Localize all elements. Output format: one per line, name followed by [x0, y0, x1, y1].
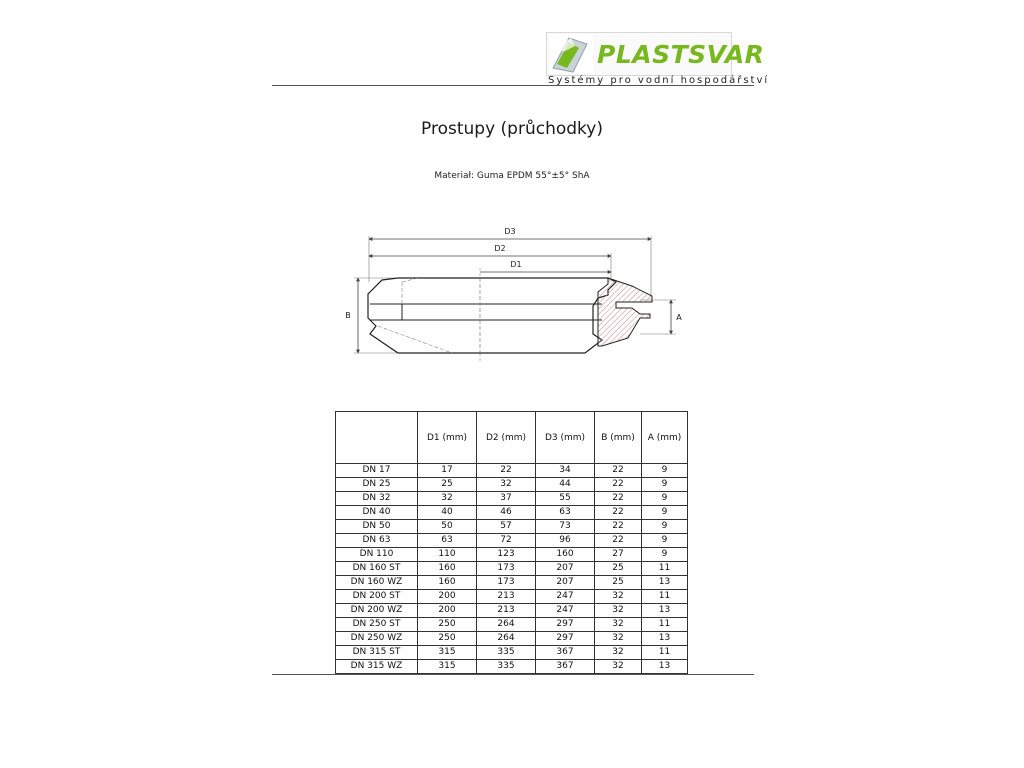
- table-row: [336, 576, 688, 590]
- value-cell: 335: [477, 660, 536, 674]
- value-cell: 72: [477, 534, 536, 548]
- value-cell: 200: [418, 604, 477, 618]
- value-cell: 22: [595, 464, 642, 478]
- header-cell: A (mm): [642, 412, 688, 464]
- value-cell: 213: [477, 590, 536, 604]
- header-cell: D2 (mm): [477, 412, 536, 464]
- value-cell: 22: [595, 520, 642, 534]
- table-row: [336, 646, 688, 660]
- value-cell: 32: [595, 604, 642, 618]
- row-label-cell: DN 25: [336, 478, 418, 492]
- row-label-cell: DN 63: [336, 534, 418, 548]
- logo-wordmark: PLASTSVAR: [597, 39, 765, 69]
- table-row: [336, 590, 688, 604]
- grommet-drawing: [340, 222, 680, 362]
- b-label: B: [345, 311, 351, 320]
- value-cell: 25: [418, 478, 477, 492]
- value-cell: 44: [536, 478, 595, 492]
- value-cell: 34: [536, 464, 595, 478]
- row-label-cell: DN 110: [336, 548, 418, 562]
- value-cell: 9: [642, 534, 688, 548]
- value-cell: 22: [595, 506, 642, 520]
- value-cell: 247: [536, 604, 595, 618]
- value-cell: 11: [642, 590, 688, 604]
- row-label-cell: DN 315 WZ: [336, 660, 418, 674]
- value-cell: 13: [642, 660, 688, 674]
- table-row: [336, 506, 688, 520]
- d3-label: D3: [504, 227, 516, 236]
- value-cell: 11: [642, 562, 688, 576]
- value-cell: 32: [595, 660, 642, 674]
- logo-tagline: Systémy pro vodní hospodářství: [548, 75, 770, 86]
- value-cell: 32: [477, 478, 536, 492]
- value-cell: 264: [477, 632, 536, 646]
- value-cell: 32: [595, 590, 642, 604]
- header-cell: B (mm): [595, 412, 642, 464]
- row-label-cell: DN 160 ST: [336, 562, 418, 576]
- value-cell: 32: [595, 632, 642, 646]
- value-cell: 160: [418, 576, 477, 590]
- value-cell: 367: [536, 646, 595, 660]
- value-cell: 13: [642, 576, 688, 590]
- value-cell: 50: [418, 520, 477, 534]
- value-cell: 40: [418, 506, 477, 520]
- value-cell: 46: [477, 506, 536, 520]
- value-cell: 9: [642, 506, 688, 520]
- header-cell: D3 (mm): [536, 412, 595, 464]
- table-body: [336, 464, 688, 674]
- value-cell: 173: [477, 562, 536, 576]
- value-cell: 9: [642, 548, 688, 562]
- value-cell: 25: [595, 562, 642, 576]
- material-note: Materiał: Guma EPDM 55°±5° ShA: [434, 171, 590, 181]
- value-cell: 9: [642, 520, 688, 534]
- row-label-cell: DN 200 ST: [336, 590, 418, 604]
- value-cell: 22: [595, 534, 642, 548]
- value-cell: 22: [477, 464, 536, 478]
- row-label-cell: DN 250 ST: [336, 618, 418, 632]
- page-title: Prostupy (průchodky): [421, 119, 603, 139]
- a-label: A: [676, 313, 682, 322]
- value-cell: 63: [536, 506, 595, 520]
- value-cell: 160: [536, 548, 595, 562]
- value-cell: 315: [418, 646, 477, 660]
- value-cell: 11: [642, 646, 688, 660]
- logo-mark-icon: [549, 34, 593, 74]
- header-divider: [272, 85, 754, 86]
- value-cell: 13: [642, 604, 688, 618]
- value-cell: 22: [595, 478, 642, 492]
- dimensions-table: [335, 411, 688, 674]
- value-cell: 297: [536, 618, 595, 632]
- value-cell: 73: [536, 520, 595, 534]
- value-cell: 200: [418, 590, 477, 604]
- hatched-section: [598, 278, 652, 346]
- value-cell: 63: [418, 534, 477, 548]
- value-cell: 110: [418, 548, 477, 562]
- value-cell: 315: [418, 660, 477, 674]
- table-header-row: [336, 412, 688, 464]
- d2-label: D2: [494, 244, 506, 253]
- row-label-cell: DN 200 WZ: [336, 604, 418, 618]
- value-cell: 250: [418, 632, 477, 646]
- value-cell: 55: [536, 492, 595, 506]
- table-row: [336, 478, 688, 492]
- table-row: [336, 534, 688, 548]
- row-label-cell: DN 17: [336, 464, 418, 478]
- value-cell: 37: [477, 492, 536, 506]
- value-cell: 27: [595, 548, 642, 562]
- value-cell: 297: [536, 632, 595, 646]
- table-row: [336, 520, 688, 534]
- value-cell: 17: [418, 464, 477, 478]
- table-row: [336, 492, 688, 506]
- value-cell: 9: [642, 478, 688, 492]
- table-row: [336, 660, 688, 674]
- value-cell: 25: [595, 576, 642, 590]
- value-cell: 96: [536, 534, 595, 548]
- table-row: [336, 604, 688, 618]
- value-cell: 367: [536, 660, 595, 674]
- value-cell: 32: [595, 618, 642, 632]
- row-label-cell: DN 315 ST: [336, 646, 418, 660]
- footer-divider: [272, 674, 754, 675]
- header-cell: D1 (mm): [418, 412, 477, 464]
- d1-label: D1: [510, 260, 522, 269]
- value-cell: 264: [477, 618, 536, 632]
- value-cell: 207: [536, 562, 595, 576]
- table-row: [336, 464, 688, 478]
- value-cell: 32: [418, 492, 477, 506]
- value-cell: 207: [536, 576, 595, 590]
- row-label-cell: DN 250 WZ: [336, 632, 418, 646]
- value-cell: 11: [642, 618, 688, 632]
- value-cell: 32: [595, 646, 642, 660]
- row-label-cell: DN 50: [336, 520, 418, 534]
- table-row: [336, 548, 688, 562]
- value-cell: 335: [477, 646, 536, 660]
- value-cell: 247: [536, 590, 595, 604]
- row-label-cell: DN 40: [336, 506, 418, 520]
- table-row: [336, 632, 688, 646]
- table-row: [336, 618, 688, 632]
- value-cell: 9: [642, 464, 688, 478]
- value-cell: 57: [477, 520, 536, 534]
- value-cell: 123: [477, 548, 536, 562]
- plastsvar-logo: [546, 32, 765, 76]
- grommet-outline: [368, 278, 616, 353]
- value-cell: 9: [642, 492, 688, 506]
- value-cell: 160: [418, 562, 477, 576]
- value-cell: 213: [477, 604, 536, 618]
- value-cell: 22: [595, 492, 642, 506]
- value-cell: 13: [642, 632, 688, 646]
- value-cell: 250: [418, 618, 477, 632]
- row-label-cell: DN 160 WZ: [336, 576, 418, 590]
- value-cell: 173: [477, 576, 536, 590]
- table-row: [336, 562, 688, 576]
- row-label-cell: DN 32: [336, 492, 418, 506]
- header-cell: [336, 412, 418, 464]
